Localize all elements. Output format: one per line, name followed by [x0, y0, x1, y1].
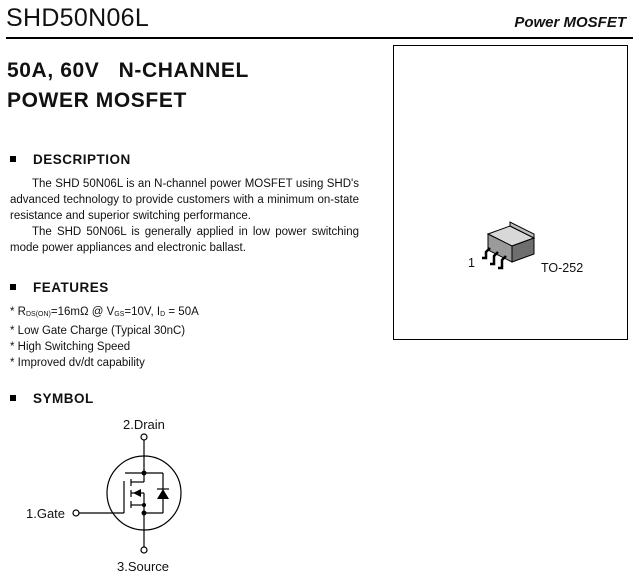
device-type: Power MOSFET	[514, 14, 626, 31]
gate-label: 1.Gate	[26, 506, 66, 521]
feature-item: * High Switching Speed	[10, 341, 131, 353]
vgs-subscript: GS	[114, 311, 125, 318]
rds-subscript: DS(ON)	[25, 311, 51, 318]
rds-value: =16mΩ @ V	[50, 306, 115, 318]
description-p2-text: The SHD 50N06L is generally applied in low power switching mode power appliances and electronic ballast.	[10, 226, 359, 254]
description-p1-text: The SHD 50N06L is an N-channel power MOSFET using SHD's advanced technology to provide customers with a minimum on-state resistance and superior switching performance.	[10, 178, 359, 222]
symbol-heading-label: SYMBOL	[33, 391, 94, 406]
pin-1-marker: 1	[468, 256, 475, 270]
part-number: SHD50N06L	[6, 4, 150, 32]
features-heading-label: FEATURES	[33, 280, 109, 295]
id-subscript: D	[160, 311, 166, 318]
vgs-value: =10V, I	[124, 306, 161, 318]
drain-label: 2.Drain	[123, 417, 165, 432]
feature-item: * Improved dv/dt capability	[10, 357, 145, 369]
title-line-1: 50A, 60V N-CHANNEL	[7, 59, 249, 82]
source-label: 3.Source	[117, 559, 170, 574]
package-name: TO-252	[541, 261, 584, 275]
id-value: = 50A	[165, 306, 199, 318]
title-line-2: POWER MOSFET	[7, 89, 187, 112]
feature-item: * Low Gate Charge (Typical 30nC)	[10, 325, 186, 337]
description-heading-label: DESCRIPTION	[33, 152, 131, 167]
rds-prefix: * R	[10, 306, 26, 318]
